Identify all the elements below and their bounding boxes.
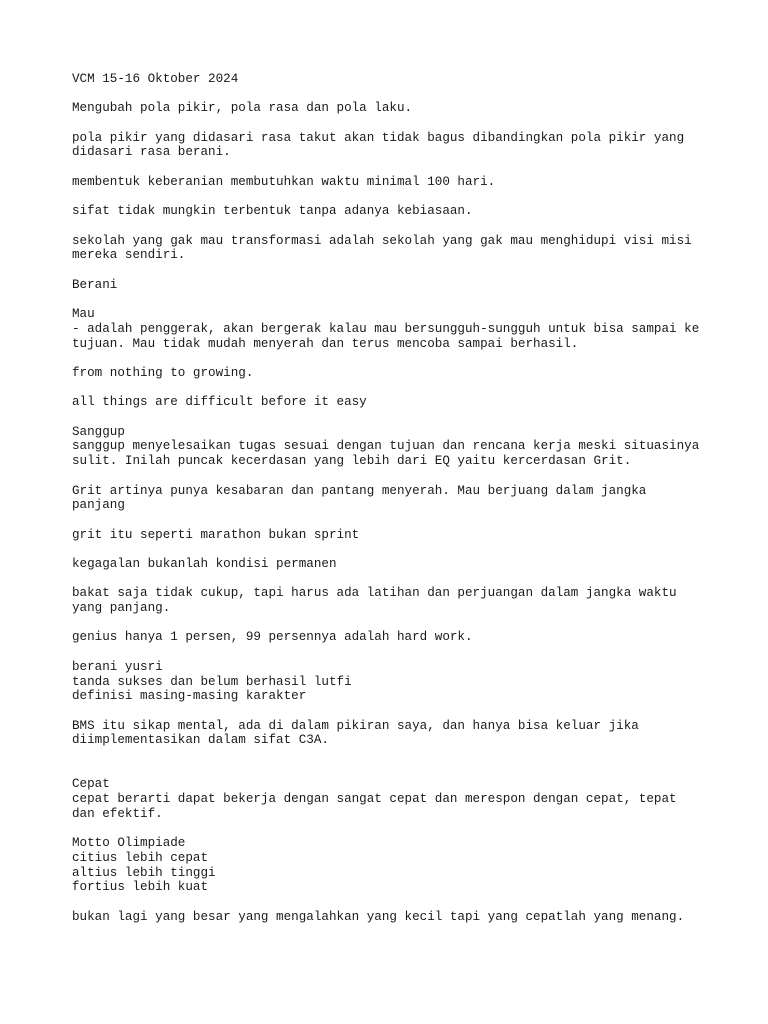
text-line: fortius lebih kuat [72,880,209,895]
paragraph [72,484,712,513]
text-line: Berani [72,277,118,292]
text-line: sekolah yang gak mau transformasi adalah sekolah yang gak mau menghidupi visi misi [72,233,692,248]
paragraph [72,425,712,469]
paragraph [72,307,712,351]
paragraph [72,910,712,925]
document-body [72,101,712,924]
paragraph [72,131,712,160]
text-line: bukan lagi yang besar yang mengalahkan yang kecil tapi yang cepatlah yang menang. [72,909,685,924]
document-page [72,72,712,939]
paragraph [72,836,712,895]
text-line: definisi masing-masing karakter [72,689,307,704]
text-line: dan efektif. [72,806,163,821]
text-line: sifat tidak mungkin terbentuk tanpa adanya kebiasaan. [72,204,473,219]
text-line: mereka sendiri. [72,248,186,263]
text-line: cepat berarti dapat bekerja dengan sangat cepat dan merespon dengan cepat, tepat [72,792,677,807]
paragraph [72,557,712,572]
text-line: Mengubah pola pikir, pola rasa dan pola laku. [72,101,413,116]
text-line: Mau [72,307,95,322]
text-line: bakat saja tidak cukup, tapi harus ada latihan dan perjuangan dalam jangka waktu [72,586,677,601]
text-line: sulit. Inilah puncak kecerdasan yang lebih dari EQ yaitu kercerdasan Grit. [72,454,632,469]
text-line: yang panjang. [72,601,171,616]
paragraph [72,101,712,116]
text-line: genius hanya 1 persen, 99 persennya adalah hard work. [72,630,473,645]
paragraph [72,366,712,381]
paragraph [72,660,712,704]
document-title: VCM 15-16 Oktober 2024 [72,72,239,86]
paragraph [72,204,712,219]
text-line: Motto Olimpiade [72,836,186,851]
paragraph [72,586,712,615]
text-line: didasari rasa berani. [72,145,231,160]
text-line: pola pikir yang didasari rasa takut akan tidak bagus dibandingkan pola pikir yang [72,130,685,145]
text-line: sanggup menyelesaikan tugas sesuai dengan tujuan dan rencana kerja meski situasinya [72,439,700,454]
text-line: grit itu seperti marathon bukan sprint [72,527,360,542]
text-line: - adalah penggerak, akan bergerak kalau mau bersungguh-sungguh untuk bisa sampai ke [72,321,700,336]
paragraph [72,175,712,190]
text-line: membentuk keberanian membutuhkan waktu minimal 100 hari. [72,174,496,189]
text-line: tanda sukses dan belum berhasil lutfi [72,674,352,689]
text-line: panjang [72,498,125,513]
paragraph [72,630,712,645]
text-line: Grit artinya punya kesabaran dan pantang menyerah. Mau berjuang dalam jangka [72,483,647,498]
text-line: kegagalan bukanlah kondisi permanen [72,557,337,571]
text-line: BMS itu sikap mental, ada di dalam pikiran saya, dan hanya bisa keluar jika [72,718,639,733]
paragraph [72,528,712,543]
text-line: Cepat [72,777,110,792]
text-line: berani yusri [72,659,163,674]
text-line: from nothing to growing. [72,365,254,380]
paragraph [72,777,712,821]
paragraph [72,234,712,263]
text-line: all things are difficult before it easy [72,395,367,410]
paragraph [72,278,712,293]
spacer [72,763,712,778]
text-line: tujuan. Mau tidak mudah menyerah dan terus mencoba sampai berhasil. [72,336,579,351]
text-line: altius lebih tinggi [72,865,216,880]
paragraph [72,395,712,410]
text-line: Sanggup [72,424,125,439]
text-line: citius lebih cepat [72,850,209,865]
paragraph [72,719,712,748]
text-line: diimplementasikan dalam sifat C3A. [72,733,329,748]
